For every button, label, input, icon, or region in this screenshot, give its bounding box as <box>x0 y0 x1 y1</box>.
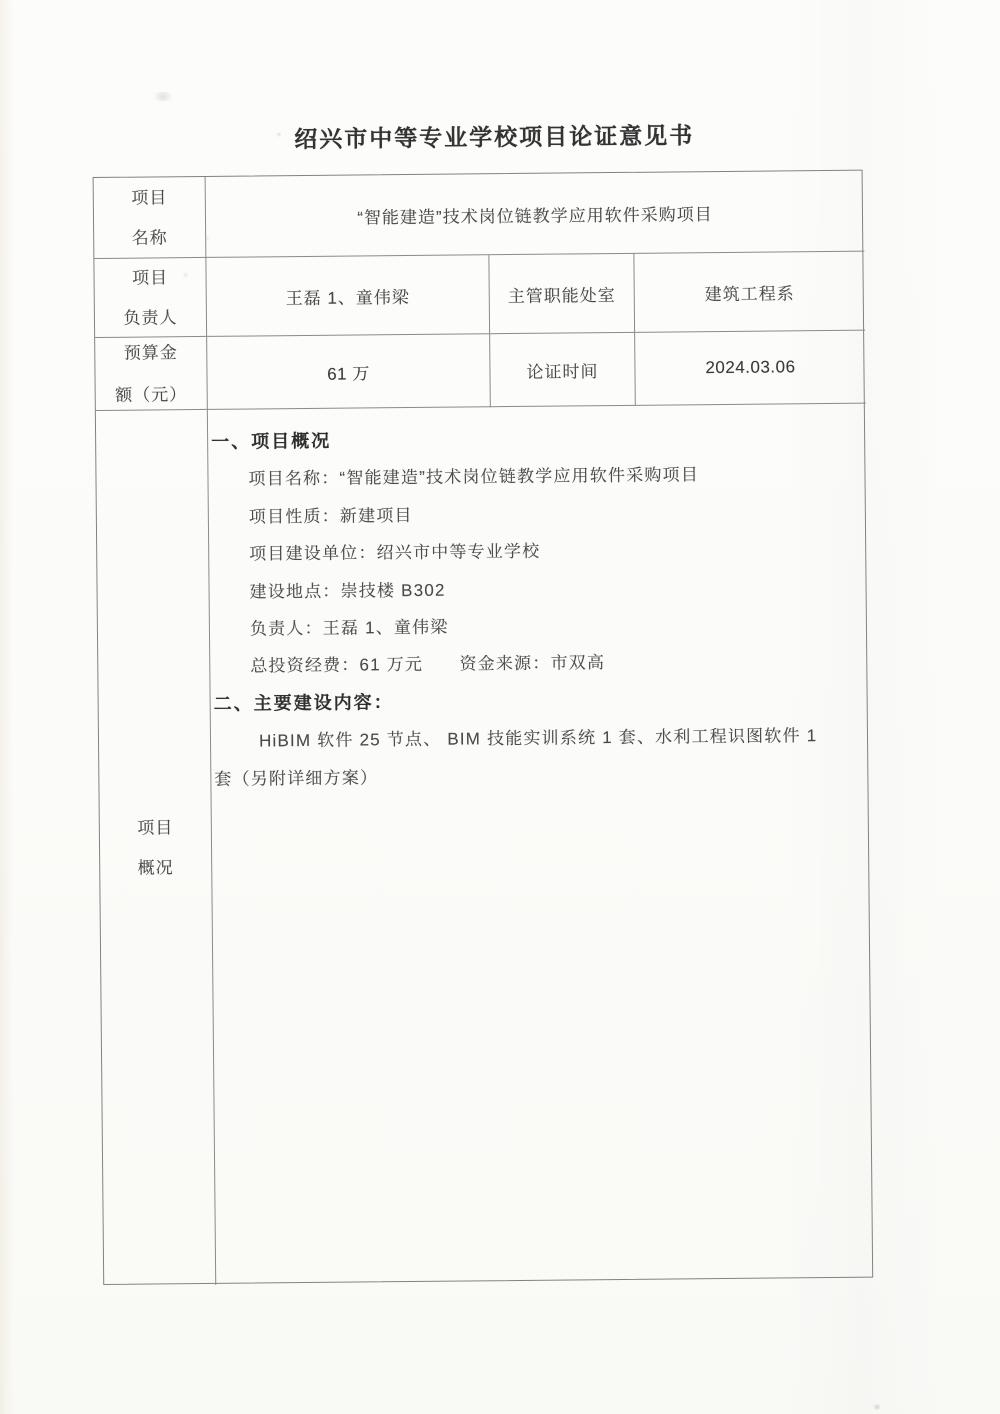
label-review-date: 论证时间 <box>490 333 636 407</box>
overview-line: 项目性质：新建项目 <box>248 505 413 527</box>
overview-line: 负责人：王磊 1、童伟梁 <box>249 617 449 639</box>
label-line: 项目 <box>131 267 169 288</box>
section-heading-overview: 一、项目概况 <box>211 430 332 452</box>
label-budget <box>95 337 208 411</box>
label-line: 名称 <box>131 227 168 248</box>
overview-line: 套（另附详细方案） <box>214 767 379 789</box>
form-table <box>93 170 874 1285</box>
value-review-date: 2024.03.06 <box>635 331 866 406</box>
label-line: 预算金 <box>123 342 178 363</box>
value-project-leader: 王磊 1、童伟梁 <box>206 255 490 337</box>
label-department: 主管职能处室 <box>489 254 635 334</box>
value-project-name: “智能建造”技术岗位链教学应用软件采购项目 <box>206 171 865 258</box>
page-title: 绍兴市中等专业学校项目论证意见书 <box>294 122 695 153</box>
label-project-name <box>94 177 207 259</box>
overview-line: 总投资经费：61 万元 资金来源：市双高 <box>250 653 606 676</box>
label-line: 负责人 <box>123 307 178 328</box>
label-line: 项目 <box>137 818 174 838</box>
label-line: 概况 <box>137 858 174 878</box>
overview-line: HiBIM 软件 25 节点、 BIM 技能实训系统 1 套、水利工程识图软件 1 <box>258 726 818 751</box>
overview-line: 项目建设单位：绍兴市中等专业学校 <box>249 541 541 564</box>
overview-line: 建设地点：崇技楼 B302 <box>249 580 446 602</box>
value-department: 建筑工程系 <box>634 252 865 333</box>
overview-line: 项目名称：“智能建造”技术岗位链教学应用软件采购项目 <box>248 465 700 489</box>
label-project-overview <box>96 410 216 1286</box>
value-budget: 61 万 <box>207 334 491 410</box>
label-line: 额（元） <box>115 384 188 405</box>
overview-content <box>208 404 874 1285</box>
label-line: 项目 <box>131 187 168 208</box>
section-heading-content: 二、主要建设内容： <box>213 691 394 714</box>
label-project-leader <box>94 258 207 338</box>
